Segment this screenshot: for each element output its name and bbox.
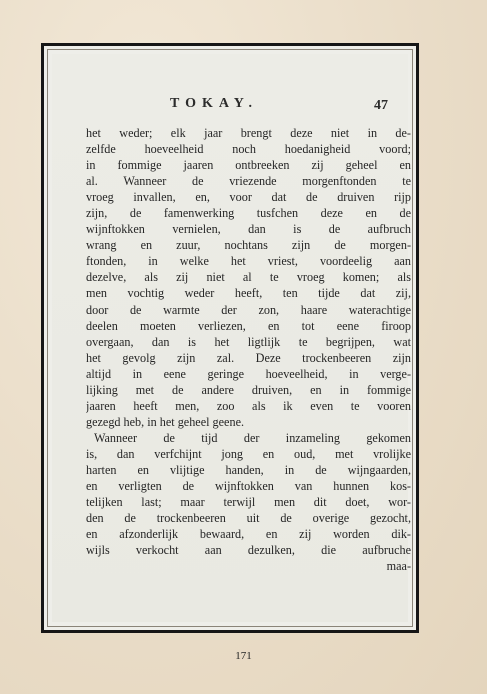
text-line: zelfde hoeveelheid noch hoedanigheid voord; [86,142,411,157]
text-line: altijd in eene geringe hoeveelheid, in verge- [86,366,411,381]
scanned-page-frame [41,43,419,633]
page-number: 47 [374,98,388,113]
text-line: harten en vlijtige handen, in de wijngaarden, [86,462,411,477]
text-line: wijls verkocht aan dezulken, die aufbruche [86,543,411,558]
text-line: zijn, de famenwerking tusfchen deze en de [86,206,411,221]
text-line: en verligten de wijnftokken van hunnen kos- [86,479,411,494]
text-line: het gevolg zijn zal. Deze trockenbeeren zijn [86,350,411,365]
text-line: wrang en zuur, nochtans zijn de morgen- [86,238,411,253]
text-line: al. Wanneer de vriezende morgenftonden te [86,174,411,189]
text-line: men vochtig weder heeft, ten tijde dat zij, [86,286,411,301]
running-title: TOKAY. [170,96,259,111]
body-text [86,125,411,574]
text-line: in fommige jaaren ontbreeken zij geheel en [86,158,411,173]
paragraph-end-line: gezegd heb, in het geheel geene. [86,414,245,429]
book-page [52,54,411,622]
scan-folio-number: 171 [235,650,252,662]
text-line: vroeg invallen, en, voor dat de druiven rijp [86,190,411,205]
text-line: door de warmte der zon, haare waterachtige [86,302,411,317]
text-line: den de trockenbeeren uit de overige gezocht, [86,511,411,526]
text-line: telijken last; maar terwijl men dit doet, wor- [86,495,411,510]
running-head [52,96,408,114]
text-line: ftonden, in welke het vriest, voordeelig aan [86,254,411,269]
text-line: lijking met de andere druiven, en in fommige [86,382,411,397]
paragraph-start-line: Wanneer de tijd der inzameling gekomen [94,430,411,445]
text-line: overgaan, dan is het ligtlijk te begrijpen, wat [86,334,411,349]
text-line: jaaren heeft men, zoo als ik even te vooren [86,398,411,413]
text-line: deelen moeten verliezen, en tot eene firoop [86,318,411,333]
text-line: wijnftokken vernielen, dan is de aufbruch [86,222,411,237]
text-line: het weder; elk jaar brengt deze niet in de- [86,126,411,140]
text-line: en afzonderlijk bewaard, en zij worden dik- [86,527,411,542]
text-line: is, dan verfchijnt jong en oud, met vrolijke [86,446,411,461]
catchword: maa- [386,559,411,574]
text-line: dezelve, als zij niet al te vroeg komen; als [86,270,411,285]
